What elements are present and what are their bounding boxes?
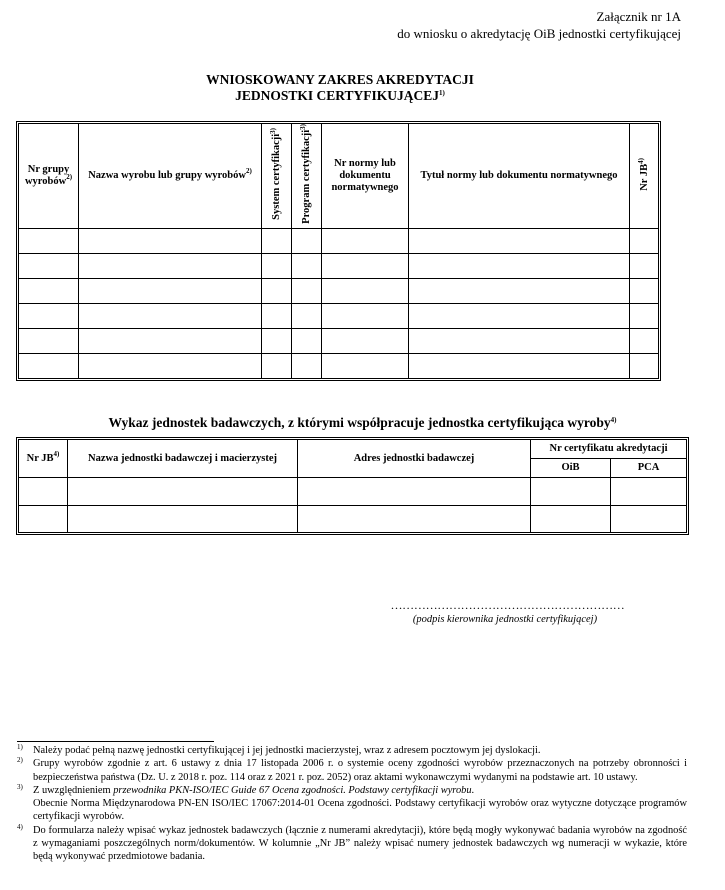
table-cell[interactable]: [531, 478, 611, 506]
col-oib: OiB: [531, 459, 611, 478]
table-cell[interactable]: [322, 228, 409, 253]
table-cell[interactable]: [322, 253, 409, 278]
table-cell[interactable]: [292, 328, 322, 353]
footnote-3: 3) Z uwzględnieniem przewodnika PKN-ISO/IEC Guide 67 Ocena zgodności. Podstawy certyfikacji wyrobu. Obecnie Norma Międzynarodowa PN-EN ISO/IEC 17067:2014-01 Ocena zgodności. Podstawy certyfikacji wyrobów oraz wytyczne dotyczące programów certyfikacji wyrobów.: [17, 782, 687, 823]
table-cell[interactable]: [19, 303, 79, 328]
table-row: [19, 478, 687, 506]
table-cell[interactable]: [630, 278, 659, 303]
table-cell[interactable]: [19, 328, 79, 353]
signature-caption: (podpis kierownika jednostki certyfikującej): [412, 614, 598, 625]
col-product-name: Nazwa wyrobu lub grupy wyrobów$^{2)}$: [79, 124, 262, 229]
table-row: [19, 353, 659, 378]
table-cell[interactable]: [292, 303, 322, 328]
table-cell[interactable]: [79, 228, 262, 253]
table-cell[interactable]: [262, 303, 292, 328]
col-pca: PCA: [611, 459, 687, 478]
table-cell[interactable]: [79, 303, 262, 328]
scope-table-header: [19, 124, 659, 229]
table-cell[interactable]: [630, 253, 659, 278]
table-row: [19, 328, 659, 353]
document-title: [0, 72, 680, 104]
footnote-ref: 1): [439, 89, 445, 97]
table-cell[interactable]: [630, 228, 659, 253]
footnote-separator: [17, 741, 214, 742]
table-cell[interactable]: [409, 303, 630, 328]
annex-number: Załącznik nr 1A: [596, 9, 681, 24]
scope-table-frame: [16, 121, 661, 381]
table-cell[interactable]: [292, 353, 322, 378]
labs-list-title: Wykaz jednostek badawczych, z którymi współpracuje jednostka certyfikująca wyroby$^{4)}$: [108, 415, 617, 430]
table-cell[interactable]: [262, 278, 292, 303]
table-cell[interactable]: [262, 253, 292, 278]
table-cell[interactable]: [630, 328, 659, 353]
table-row: [19, 278, 659, 303]
table-cell[interactable]: [409, 228, 630, 253]
table-row: [19, 228, 659, 253]
table-cell[interactable]: [19, 478, 68, 506]
table-cell[interactable]: [409, 353, 630, 378]
table-cell[interactable]: [292, 253, 322, 278]
table-cell[interactable]: [611, 505, 687, 533]
col-norm-title: Tytuł normy lub dokumentu normatywnego: [409, 124, 630, 229]
table-cell[interactable]: [298, 505, 531, 533]
col-jb-number: Nr JB$^{4)}$: [19, 440, 68, 478]
table-row: [19, 505, 687, 533]
table-cell[interactable]: [68, 505, 298, 533]
signature-line[interactable]: ……………………………………………………: [390, 598, 625, 612]
annex-description: do wniosku o akredytację OiB jednostki certyfikującej: [397, 26, 681, 41]
table-cell[interactable]: [630, 303, 659, 328]
table-cell[interactable]: [79, 278, 262, 303]
footnote-1: 1) Należy podać pełną nazwę jednostki certyfikującej i jej jednostki macierzystej, wraz z adresem pocztowym jej dyslokacji.: [17, 743, 541, 756]
table-cell[interactable]: [79, 253, 262, 278]
footnote-2: 2) Grupy wyrobów zgodnie z art. 6 ustawy z dnia 17 listopada 2006 r. o systemie oceny zgodności wyrobów przeznaczonych na potrzeby obronności i bezpieczeństwa państwa (Dz. U. z 2018 r. poz. 114 oraz z 2021 r. poz. 2052) oraz aktami wykonawczymi wydanymi na podstawie art. 10 ustawy.: [17, 756, 687, 783]
labs-table-frame: [16, 437, 689, 535]
table-row: [19, 253, 659, 278]
table-cell[interactable]: [531, 505, 611, 533]
footnote-4: 4) Do formularza należy wpisać wykaz jednostek badawczych (łącznie z numerami akredytacji), które będą mogły wykonywać badania wyrobów na zgodność z wymaganiami poszczególnych norm/dokumentów. W kolumnie „Nr JB” należy wpisać numery jednostek badawczych wg numeracji w wykazie, które będą wykonywać przedmiotowe badania.: [17, 822, 687, 863]
table-cell[interactable]: [322, 328, 409, 353]
title-line-2: JEDNOSTKI CERTYFIKUJĄCEJ$^{1)}$: [235, 88, 445, 103]
scope-table: [18, 123, 659, 379]
table-cell[interactable]: [298, 478, 531, 506]
footnotes: [17, 744, 687, 864]
table-cell[interactable]: [322, 303, 409, 328]
title-line-1: WNIOSKOWANY ZAKRES AKREDYTACJI: [206, 72, 474, 87]
col-lab-address: Adres jednostki badawczej: [298, 440, 531, 478]
table-cell[interactable]: [19, 228, 79, 253]
table-cell[interactable]: [19, 278, 79, 303]
table-cell[interactable]: [19, 253, 79, 278]
table-cell[interactable]: [322, 278, 409, 303]
table-cell[interactable]: [79, 328, 262, 353]
col-jb-number: Nr JB$^{4)}$: [630, 124, 659, 229]
labs-table: [18, 439, 687, 533]
labs-table-header: [19, 440, 687, 459]
table-cell[interactable]: [611, 478, 687, 506]
table-cell[interactable]: [409, 253, 630, 278]
table-cell[interactable]: [262, 353, 292, 378]
table-cell[interactable]: [68, 478, 298, 506]
table-cell[interactable]: [292, 228, 322, 253]
col-norm-number: Nr normy lub dokumentu normatywnego: [322, 124, 409, 229]
col-lab-name: Nazwa jednostki badawczej i macierzystej: [68, 440, 298, 478]
table-cell[interactable]: [409, 278, 630, 303]
table-cell[interactable]: [409, 328, 630, 353]
table-cell[interactable]: [292, 278, 322, 303]
table-cell[interactable]: [19, 353, 79, 378]
table-cell[interactable]: [262, 228, 292, 253]
table-cell[interactable]: [322, 353, 409, 378]
table-cell[interactable]: [79, 353, 262, 378]
table-cell[interactable]: [19, 505, 68, 533]
col-program: Program certyfikacji$^{3)}$: [292, 124, 322, 229]
col-cert-number-group: Nr certyfikatu akredytacji: [531, 440, 687, 459]
col-system: System certyfikacji$^{3)}$: [262, 124, 292, 229]
annex-header: [397, 8, 681, 42]
col-group-no: Nr grupy wyrobów$^{2)}$: [19, 124, 79, 229]
table-cell[interactable]: [630, 353, 659, 378]
table-row: [19, 303, 659, 328]
table-cell[interactable]: [262, 328, 292, 353]
